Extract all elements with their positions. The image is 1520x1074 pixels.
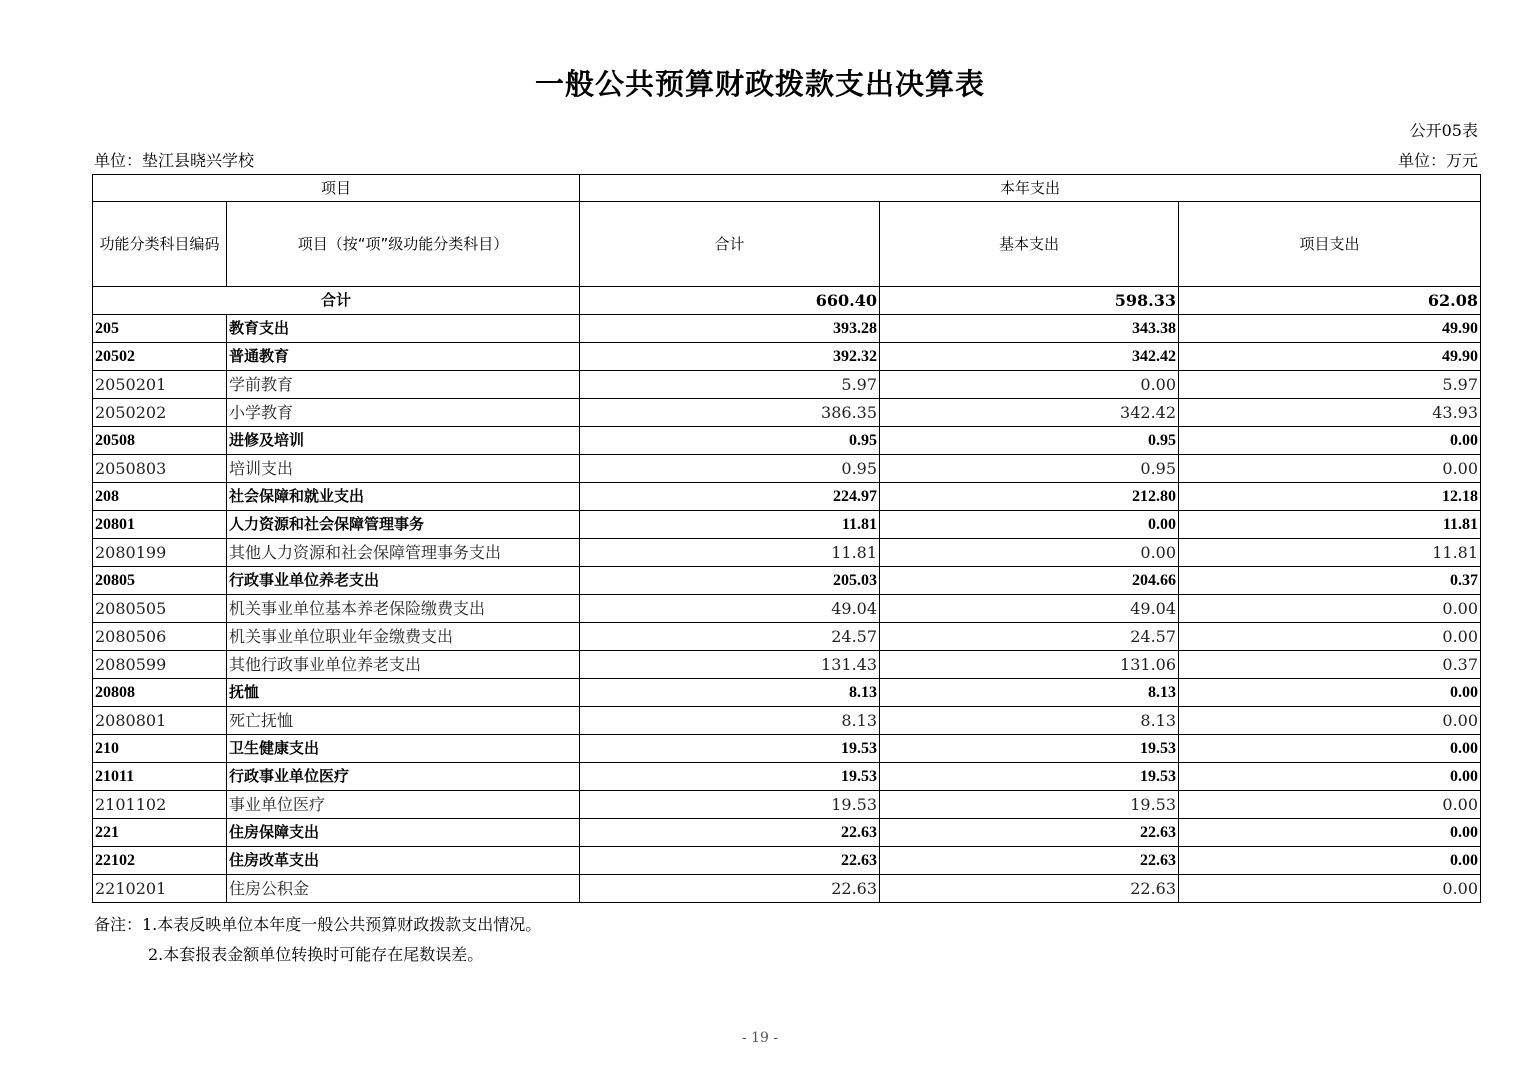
row-total: 11.81 <box>580 539 880 567</box>
table-row <box>93 343 1481 371</box>
row-total: 393.28 <box>580 315 880 343</box>
table-row <box>93 427 1481 455</box>
row-project: 11.81 <box>1179 539 1481 567</box>
row-project: 5.97 <box>1179 371 1481 399</box>
row-name: 机关事业单位职业年金缴费支出 <box>227 623 580 651</box>
row-project: 0.00 <box>1179 791 1481 819</box>
row-code: 221 <box>93 819 227 847</box>
row-name: 社会保障和就业支出 <box>227 483 580 511</box>
form-number: 公开05表 <box>1409 121 1478 140</box>
row-code: 21011 <box>93 763 227 791</box>
row-name: 小学教育 <box>227 399 580 427</box>
row-code: 2210201 <box>93 875 227 903</box>
row-name: 抚恤 <box>227 679 580 707</box>
row-name: 普通教育 <box>227 343 580 371</box>
row-code: 20502 <box>93 343 227 371</box>
row-basic: 0.00 <box>880 511 1179 539</box>
total-basic: 598.33 <box>880 287 1179 315</box>
row-project: 12.18 <box>1179 483 1481 511</box>
total-amount: 660.40 <box>580 287 880 315</box>
row-code: 20808 <box>93 679 227 707</box>
page-number: - 19 - <box>741 1030 779 1046</box>
row-name: 培训支出 <box>227 455 580 483</box>
table-row <box>93 567 1481 595</box>
total-project: 62.08 <box>1179 287 1481 315</box>
row-name: 卫生健康支出 <box>227 735 580 763</box>
row-name: 教育支出 <box>227 315 580 343</box>
row-basic: 49.04 <box>880 595 1179 623</box>
row-basic: 8.13 <box>880 707 1179 735</box>
table-row <box>93 623 1481 651</box>
row-name: 其他行政事业单位养老支出 <box>227 651 580 679</box>
row-project: 0.00 <box>1179 735 1481 763</box>
row-code: 2101102 <box>93 791 227 819</box>
row-code: 20805 <box>93 567 227 595</box>
row-total: 11.81 <box>580 511 880 539</box>
row-basic: 342.42 <box>880 399 1179 427</box>
header-code: 功能分类科目编码 <box>93 202 227 287</box>
row-code: 2050803 <box>93 455 227 483</box>
table-row <box>93 455 1481 483</box>
row-code: 2080801 <box>93 707 227 735</box>
note-line-1: 备注：1.本表反映单位本年度一般公共预算财政拨款支出情况。 <box>94 915 542 934</box>
row-name: 学前教育 <box>227 371 580 399</box>
row-project: 0.00 <box>1179 819 1481 847</box>
row-total: 131.43 <box>580 651 880 679</box>
table-row <box>93 791 1481 819</box>
row-name: 机关事业单位基本养老保险缴费支出 <box>227 595 580 623</box>
table-row <box>93 735 1481 763</box>
row-total: 49.04 <box>580 595 880 623</box>
row-project: 0.00 <box>1179 875 1481 903</box>
row-total: 8.13 <box>580 707 880 735</box>
row-total: 8.13 <box>580 679 880 707</box>
row-total: 22.63 <box>580 847 880 875</box>
header-name: 项目（按“项”级功能分类科目） <box>227 202 580 287</box>
row-code: 2080505 <box>93 595 227 623</box>
table-row <box>93 707 1481 735</box>
row-project: 0.00 <box>1179 623 1481 651</box>
row-total: 224.97 <box>580 483 880 511</box>
row-basic: 22.63 <box>880 847 1179 875</box>
page-title: 一般公共预算财政拨款支出决算表 <box>534 67 985 101</box>
row-project: 49.90 <box>1179 343 1481 371</box>
row-code: 20508 <box>93 427 227 455</box>
row-total: 19.53 <box>580 791 880 819</box>
table-row <box>93 875 1481 903</box>
row-basic: 19.53 <box>880 735 1179 763</box>
row-name: 住房保障支出 <box>227 819 580 847</box>
row-basic: 131.06 <box>880 651 1179 679</box>
row-project: 0.00 <box>1179 427 1481 455</box>
row-code: 22102 <box>93 847 227 875</box>
row-project: 0.37 <box>1179 567 1481 595</box>
table-row <box>93 847 1481 875</box>
row-name: 人力资源和社会保障管理事务 <box>227 511 580 539</box>
row-basic: 19.53 <box>880 763 1179 791</box>
header-total: 合计 <box>580 202 880 287</box>
table-row <box>93 595 1481 623</box>
row-name: 其他人力资源和社会保障管理事务支出 <box>227 539 580 567</box>
row-basic: 342.42 <box>880 343 1179 371</box>
row-basic: 204.66 <box>880 567 1179 595</box>
row-total: 19.53 <box>580 763 880 791</box>
row-basic: 8.13 <box>880 679 1179 707</box>
row-name: 事业单位医疗 <box>227 791 580 819</box>
row-basic: 212.80 <box>880 483 1179 511</box>
row-basic: 22.63 <box>880 819 1179 847</box>
row-name: 行政事业单位医疗 <box>227 763 580 791</box>
table-row <box>93 371 1481 399</box>
row-total: 0.95 <box>580 455 880 483</box>
header-basic: 基本支出 <box>880 202 1179 287</box>
row-code: 2080199 <box>93 539 227 567</box>
row-total: 19.53 <box>580 735 880 763</box>
row-code: 2050201 <box>93 371 227 399</box>
row-basic: 0.95 <box>880 455 1179 483</box>
row-basic: 19.53 <box>880 791 1179 819</box>
row-project: 43.93 <box>1179 399 1481 427</box>
row-code: 2050202 <box>93 399 227 427</box>
row-total: 0.95 <box>580 427 880 455</box>
total-row <box>93 287 1481 315</box>
table-row <box>93 483 1481 511</box>
row-code: 2080599 <box>93 651 227 679</box>
table-row <box>93 651 1481 679</box>
header-current-year: 本年支出 <box>580 175 1481 202</box>
header-project: 项目 <box>93 175 580 202</box>
row-code: 20801 <box>93 511 227 539</box>
row-project: 0.00 <box>1179 455 1481 483</box>
row-project: 0.00 <box>1179 763 1481 791</box>
row-project: 11.81 <box>1179 511 1481 539</box>
row-code: 2080506 <box>93 623 227 651</box>
table-row <box>93 399 1481 427</box>
row-project: 49.90 <box>1179 315 1481 343</box>
row-basic: 343.38 <box>880 315 1179 343</box>
row-total: 22.63 <box>580 819 880 847</box>
row-basic: 0.00 <box>880 539 1179 567</box>
row-total: 24.57 <box>580 623 880 651</box>
row-project: 0.00 <box>1179 707 1481 735</box>
row-total: 5.97 <box>580 371 880 399</box>
row-code: 210 <box>93 735 227 763</box>
row-name: 住房公积金 <box>227 875 580 903</box>
unit-organization: 单位：垫江县晓兴学校 <box>94 151 255 170</box>
row-name: 死亡抚恤 <box>227 707 580 735</box>
expenditure-table <box>92 174 1481 903</box>
table-row <box>93 763 1481 791</box>
row-project: 0.00 <box>1179 679 1481 707</box>
row-name: 住房改革支出 <box>227 847 580 875</box>
row-code: 208 <box>93 483 227 511</box>
total-label: 合计 <box>93 287 580 315</box>
row-name: 行政事业单位养老支出 <box>227 567 580 595</box>
row-project: 0.37 <box>1179 651 1481 679</box>
table-row <box>93 511 1481 539</box>
note-line-2: 2.本套报表金额单位转换时可能存在尾数误差。 <box>148 945 484 964</box>
row-total: 22.63 <box>580 875 880 903</box>
row-basic: 22.63 <box>880 875 1179 903</box>
unit-currency: 单位：万元 <box>1397 151 1478 170</box>
row-total: 205.03 <box>580 567 880 595</box>
header-project-expense: 项目支出 <box>1179 202 1481 287</box>
row-project: 0.00 <box>1179 847 1481 875</box>
row-total: 392.32 <box>580 343 880 371</box>
table-row <box>93 819 1481 847</box>
table-row <box>93 539 1481 567</box>
row-total: 386.35 <box>580 399 880 427</box>
table-row <box>93 315 1481 343</box>
row-name: 进修及培训 <box>227 427 580 455</box>
row-basic: 24.57 <box>880 623 1179 651</box>
row-project: 0.00 <box>1179 595 1481 623</box>
table-row <box>93 679 1481 707</box>
row-basic: 0.00 <box>880 371 1179 399</box>
notes <box>94 910 541 970</box>
row-basic: 0.95 <box>880 427 1179 455</box>
row-code: 205 <box>93 315 227 343</box>
